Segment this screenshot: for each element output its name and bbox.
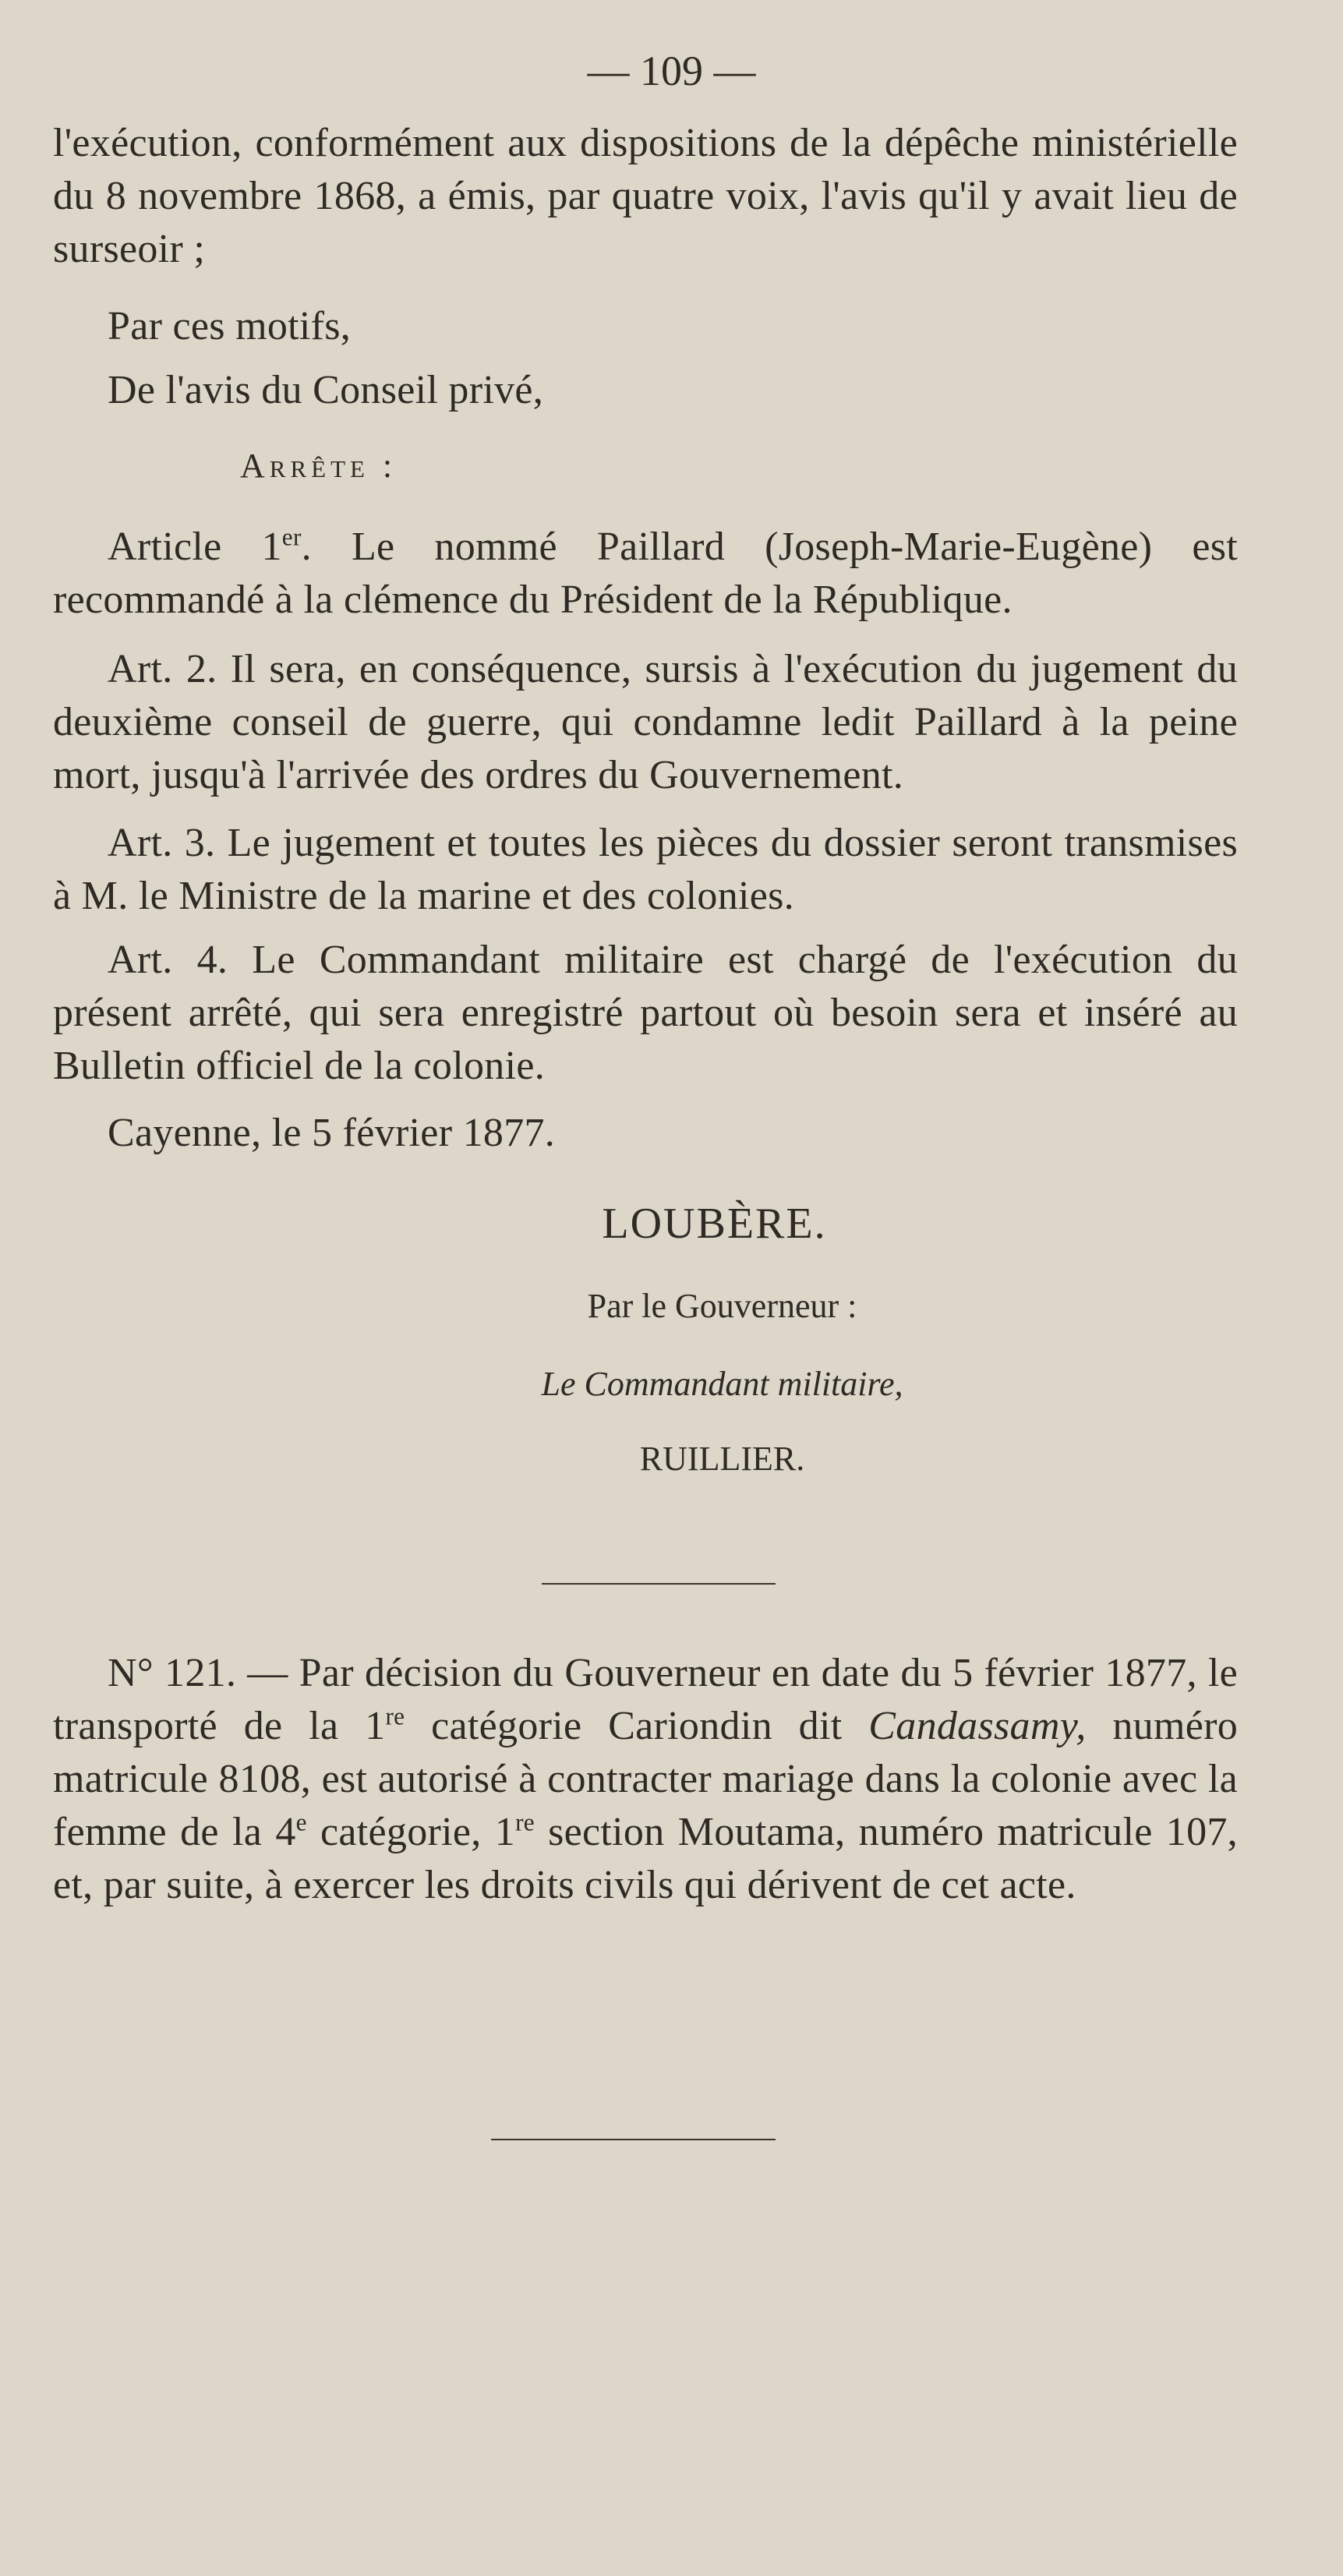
article-1-label: Article 1 bbox=[108, 525, 282, 569]
decision-sup-1: re bbox=[385, 1702, 405, 1730]
decision-sup-2: e bbox=[295, 1808, 307, 1836]
motifs-line: Par ces motifs, bbox=[108, 304, 352, 348]
article-4: Art. 4. Le Commandant militaire est chargé de l'exécution du présent arrêté, qui sera enregistré partout où besoin sera et inséré au Bulletin officiel de la colonie. bbox=[53, 938, 1238, 1088]
article-1-text: . Le nommé Paillard (Joseph-Marie-Eugène) est recommandé à la clémence du Président de la République. bbox=[53, 525, 1238, 622]
arrete-heading: Arrête : bbox=[240, 447, 398, 485]
article-3: Art. 3. Le jugement et toutes les pièces du dossier seront transmises à M. le Ministre de la marine et des colonies. bbox=[53, 821, 1238, 918]
decision-text-1: N° 121. — Par décision du Gouverneur en date du 5 février 1877, le transporté de la 1 bbox=[53, 1651, 1238, 1748]
commandant-title: Le Commandant militaire, bbox=[541, 1365, 903, 1403]
separator-rule-2 bbox=[491, 2139, 776, 2140]
article-2: Art. 2. Il sera, en conséquence, sursis à l'exécution du jugement du deuxième conseil de guerre, qui condamne ledit Paillard à la peine mort, jusqu'à l'arrivée des ordres du Gouvernement. bbox=[53, 647, 1238, 797]
separator-rule-1 bbox=[542, 1583, 776, 1585]
article-1 bbox=[53, 521, 1238, 627]
signatory-name: LOUBÈRE. bbox=[602, 1200, 827, 1248]
decision-text-4: catégorie, 1 bbox=[306, 1810, 516, 1854]
decision-sup-3: re bbox=[515, 1808, 535, 1836]
decision-text-2: catégorie Cariondin dit bbox=[405, 1704, 869, 1748]
cosignatory-name: RUILLIER. bbox=[639, 1440, 805, 1478]
decision-text-5: section Moutama, numéro matricule 107, et, par suite, à exercer les droits civils qui dérivent de cet acte. bbox=[53, 1810, 1238, 1907]
page-number: — 109 — bbox=[587, 48, 756, 94]
continuation-paragraph: l'exécution, conformément aux dispositions de la dépêche ministérielle du 8 novembre 1868, a émis, par quatre voix, l'avis qu'il y avait lieu de surseoir ; bbox=[53, 121, 1238, 271]
decision-text-3: numéro matricule 8108, est autorisé à contracter mariage dans la colonie avec la femme de la 4 bbox=[53, 1704, 1238, 1854]
par-le-gouverneur: Par le Gouverneur : bbox=[587, 1287, 857, 1325]
article-1-superscript: er bbox=[281, 523, 302, 551]
decision-name: Candassamy, bbox=[868, 1704, 1087, 1748]
decision-paragraph bbox=[53, 1647, 1238, 1912]
date-place: Cayenne, le 5 février 1877. bbox=[108, 1111, 556, 1155]
avis-line: De l'avis du Conseil privé, bbox=[108, 368, 544, 412]
